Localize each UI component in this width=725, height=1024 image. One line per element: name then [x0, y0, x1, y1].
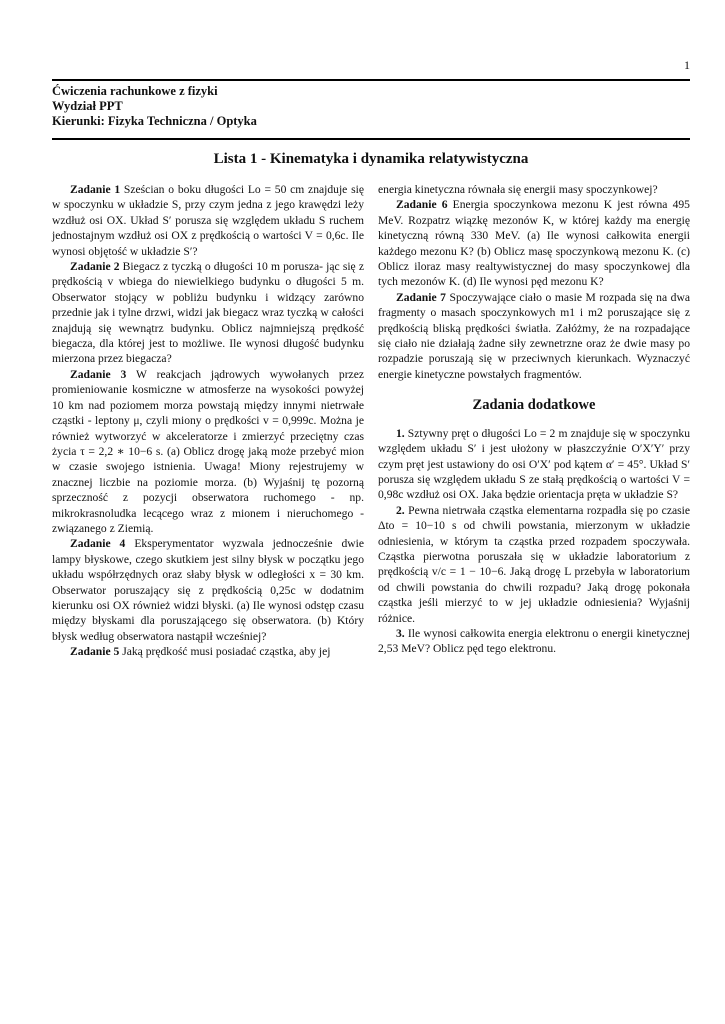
problem-label: Zadanie 7 — [396, 290, 446, 304]
problem-text: Sześcian o boku długości Lo = 50 cm znajduje się w spoczynku w układzie S, przy czym jedna z jego krawędzi leży wzdłuż osi OX. Układ S′ porusza się względem układu S ruchem jednostajnym wzdłuż osi OX z prędkością o wartości V = 0,6c. Ile wynosi objętość w układzie S′? — [52, 183, 364, 258]
problem-text: Energia spoczynkowa mezonu K jest równa 495 MeV. Rozpatrz wiązkę mezonów K, w której każdy ma energię kinetyczną równą 330 MeV. (a) Ile wynosi całkowita energii każdego mezonu K? (b) Oblicz masę spoczynkową mezonu K. (c) Oblicz iloraz masy realtywistycznej do masy spoczynkowej dla tych mezonów K. (d) Ile wynosi pęd mezonu K? — [378, 198, 690, 289]
problem-6 — [378, 197, 690, 289]
left-column — [52, 182, 364, 660]
problem-label: 2. — [396, 503, 405, 517]
extra-problem-1 — [378, 426, 690, 503]
problem-text: Pewna nietrwała cząstka elementarna rozpadła się po czasie Δto = 10−10 s od chwili powstania, mierzonym w układzie odniesienia, w którym ta cząstka przed rozpadem spoczywała. Cząstka pierwotna poruszała się w układzie laboratorium z prędkością v/c = 1 − 10−6. Jaką drogę L przebyła w laboratorium od chwili powstania do chwili rozpadu? Jaką drogę pokonała cząstka jeśli mierzyć to w jej układzie odniesienia? Wyjaśnij różnice. — [378, 503, 690, 625]
problem-7 — [378, 290, 690, 382]
header-faculty: Wydział PPT — [52, 99, 123, 113]
problem-text: W reakcjach jądrowych wywołanych przez promieniowanie kosmiczne w atmosferze na wysokości powyżej 10 km nad poziomem morza powstają między innymi nietrwałe cząstki - leptony μ, czyli miony o prędkości v = 0,999c. Można je również wytworzyć w akceleratorze i zmierzyć przeciętny czas życia τ = 2,2 ∗ 10−6 s. (a) Oblicz drogę jaką może przebyć mion w czasie swojego istnienia. Uwaga! Miony rejestrujemy w znacznej liczbie na poziomie morza. (b) Wyjaśnij tę pozorną sprzeczność z pozycji obserwatora ruchomego - np. mikrokrasnoludka lecącego wraz z mionem i nieruchomego - związanego z Ziemią. — [52, 367, 364, 535]
problem-label: Zadanie 5 — [70, 645, 120, 659]
problem-label: 1. — [396, 426, 405, 440]
extra-problem-2 — [378, 503, 690, 626]
header-bottom-rule — [52, 138, 690, 140]
problem-label: Zadanie 2 — [70, 260, 120, 274]
page-title: Lista 1 - Kinematyka i dynamika relatywistyczna — [213, 151, 529, 167]
header-course: Ćwiczenia rachunkowe z fizyki — [52, 84, 218, 98]
problem-4 — [52, 536, 364, 644]
problem-3 — [52, 367, 364, 536]
problem-text: energia kinetyczna równała się energii masy spoczynkowej? — [378, 183, 658, 196]
problem-5 — [52, 644, 364, 659]
extra-section-title: Zadania dodatkowe — [472, 397, 596, 414]
extra-problem-3 — [378, 626, 690, 657]
problem-text: Eksperymentator wyzwala jednocześnie dwie lampy błyskowe, czego skutkiem jest silny błysk w początku jego układu współrzędnych oraz słaby błysk w odległości x = 30 km. Obserwator poruszający się z prędkością 0,25c w dodatnim kierunku osi OX również widzi błyski. (a) Ile wynosi odstęp czasu między błyskami dla poruszającego się obserwatora. (b) Który błysk według obserwatora nastąpił wcześniej? — [52, 537, 364, 643]
header-top-rule — [52, 79, 690, 81]
page-number: 1 — [684, 58, 690, 72]
problem-text: Jaką prędkość musi posiadać cząstka, aby jej — [119, 645, 331, 659]
problem-text: Ile wynosi całkowita energia elektronu o energii kinetycznej 2,53 MeV? Oblicz pęd tego elektronu. — [378, 626, 690, 656]
problem-label: Zadanie 3 — [70, 367, 127, 381]
problem-label: Zadanie 1 — [70, 183, 121, 196]
document-header — [52, 84, 690, 129]
header-programs: Kierunki: Fizyka Techniczna / Optyka — [52, 114, 257, 128]
problem-text: Spoczywające ciało o masie M rozpada się na dwa fragmenty o masach spoczynkowych m1 i m2 poruszające się z prędkością bliską prędkości światła. Załóżmy, że na rozpadające się ciało nie działają żadne siły zewnetrzne oraz że dwie masy po rozpadzie poruszają się w przeciwnych kierunkach. Wyznaczyć energie kinetyczne powstałych fragmentów. — [378, 290, 690, 381]
right-column — [378, 182, 690, 657]
problem-label: Zadanie 6 — [396, 198, 448, 212]
problem-label: 3. — [396, 626, 405, 640]
problem-2 — [52, 259, 364, 367]
problem-5-continued — [378, 182, 690, 197]
problem-label: Zadanie 4 — [70, 537, 126, 551]
problem-text: Sztywny pręt o długości Lo = 2 m znajduje się w spoczynku względem układu S′ i jest ułożony w płaszczyźnie O′X′Y′ przy czym pręt jest ustawiony do osi O′X′ pod kątem α′ = 45°. Układ S′ porusza się względem układu S ze stałą prędkością o wartości V = 0,98c wzdłuż osi OX. Jaka będzie orientacja pręta w układzie S? — [378, 426, 690, 502]
problem-1 — [52, 182, 364, 259]
problem-text: Biegacz z tyczką o długości 10 m porusza- jąc się z prędkością v wbiega do niewielkiego budynku o długości 5 m. Obserwator stojący w pobliżu budynku i widzący zarówno przednie jak i tylne drzwi, widzi jak biegacz wraz tyczką w całości znajdują się wewnątrz budynku. Oblicz najmniejszą prędkość biegacza, dla której jest to możliwe. Ile wynosi długość budynku mierzona przez biegacza? — [52, 260, 364, 366]
